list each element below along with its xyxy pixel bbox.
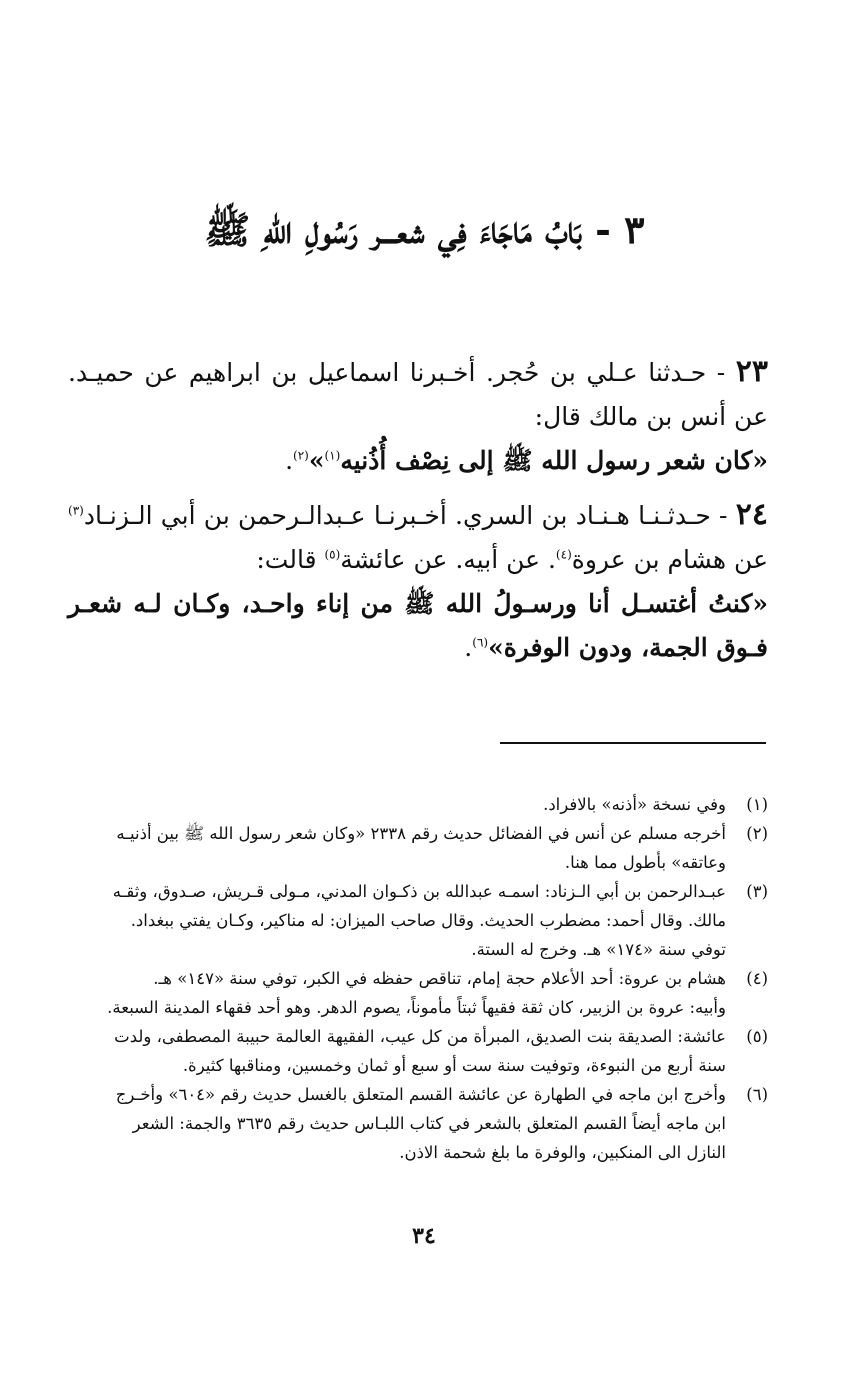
hadith-24 xyxy=(68,493,768,582)
footnote-line: سنة أربع من النبوءة، وتوفيت سنة ست أو سبع أو ثمان وخمسين، ومناقبها كثيرة. xyxy=(182,1056,726,1075)
footnote-number: (٦) xyxy=(746,1085,768,1104)
hadith-chain: عن هشام بن عروة xyxy=(571,545,768,574)
footnote-number: (٥) xyxy=(746,1027,768,1046)
footnote-line: توفي سنة «١٧٤» هـ. وخرج له الستة. xyxy=(471,940,726,959)
footnote-line: مالك. وقال أحمد: مضطرب الحديث. وقال صاحب الميزان: له مناكير، وكـان يفتي ببغداد. xyxy=(130,911,726,930)
quote-close: » xyxy=(308,446,325,475)
footnote-line: النازل الى المنكبين، والوفرة ما بلغ شحمة الاذن. xyxy=(399,1143,726,1162)
footnote-number: (٣) xyxy=(746,882,768,901)
footnote-ref: (٥) xyxy=(324,547,341,562)
footnote-line: أخرجه مسلم عن أنس في الفضائل حديث رقم ٢٣٣٨ «وكان شعر رسول الله ﷺ بين أذنيـه xyxy=(116,824,726,843)
footnote-line: وأخرج ابن ماجه في الطهارة عن عائشة القسم المتعلق بالغسل حديث رقم «٦٠٤» وأخـرج xyxy=(115,1085,726,1104)
sentence-end: . xyxy=(464,633,473,662)
footnote-ref: (٢) xyxy=(293,448,309,463)
page-number: ٣٤ xyxy=(412,1223,436,1249)
hadith-chain: - حـدثـنـا هـنـاد بن السري. أخـبرنـا عـبدالـرحمن بن أبي الـزنـاد xyxy=(83,501,736,530)
footnote-line: ابن ماجه أيضاً القسم المتعلق بالشعر في كتاب اللبـاس حديث رقم ٣٦٣٥ والجمة: الشعر xyxy=(132,1114,726,1133)
footnote-line: وفي نسخة «أذنه» بالافراد. xyxy=(543,795,726,814)
hadith-23 xyxy=(68,350,768,439)
footnote-line: عبـدالرحمن بن أبي الـزناد: اسمـه عبدالله بن ذكـوان المدني، مـولى قـريش، صـدوق، وثقـه xyxy=(112,882,726,901)
footnote-number: (١) xyxy=(746,795,768,814)
footnote-divider xyxy=(500,742,766,744)
footnote xyxy=(68,964,768,1022)
sentence-end: . xyxy=(285,446,294,475)
hadith-number: ٢٤ xyxy=(735,497,768,532)
footnote-line: هشام بن عروة: أحد الأعلام حجة إمام، تناقص حفظه في الكبر، توفي سنة «١٤٧» هـ. xyxy=(153,969,726,988)
footnote xyxy=(68,819,768,877)
hadith-23-text xyxy=(68,439,768,483)
footnote xyxy=(68,877,768,964)
footnote-number: (٤) xyxy=(746,969,768,988)
hadith-number: ٢٣ xyxy=(735,354,768,389)
hadith-chain: - حـدثنا عـلي بن حُجر. أخـبرنا اسماعيل بن ابراهيم عن حميـد. عن أنس بن مالك قال: xyxy=(68,358,768,431)
footnote-line: عائشة: الصديقة بنت الصديق، المبرأة من كل عيب، الفقيهة العالمة حبيبة المصطفى، ولدت xyxy=(114,1027,726,1046)
hadith-quote: «كان شعر رسول الله ﷺ إلى نِصْف أُذُنيه xyxy=(340,446,768,475)
chapter-title: ٣ - بَابُ مَاجَاءَ فِي شعـــر رَسُولِ اللهِ ﷺ xyxy=(204,207,645,252)
footnote-line: وعاتقه» بأطول مما هنا. xyxy=(564,853,726,872)
hadith-24-text xyxy=(68,582,768,670)
hadith-chain: قالت: xyxy=(256,545,325,574)
footnotes xyxy=(68,790,768,1167)
footnote-ref: (٦) xyxy=(472,635,489,650)
hadith-chain: . عن أبيه. عن عائشة xyxy=(340,545,556,574)
footnote-ref: (١) xyxy=(324,448,341,463)
footnote-number: (٢) xyxy=(746,824,768,843)
footnote-line: وأبيه: عروة بن الزبير، كان ثقة فقيهاً ثبتاً مأموناً، يصوم الدهر. وهو أحد فقهاء المدينة السبعة. xyxy=(107,998,726,1017)
hadith-quote: «كنتُ أغتسـل أنا ورسـولُ الله ﷺ من إناء واحـد، وكـان لـه شعـر فـوق الجمة، ودون الوفرة» xyxy=(68,589,768,662)
footnote xyxy=(68,790,768,819)
main-text xyxy=(68,350,768,670)
footnote-ref: (٣) xyxy=(68,503,84,518)
footnote xyxy=(68,1022,768,1080)
footnote xyxy=(68,1080,768,1167)
footnote-ref: (٤) xyxy=(555,547,572,562)
